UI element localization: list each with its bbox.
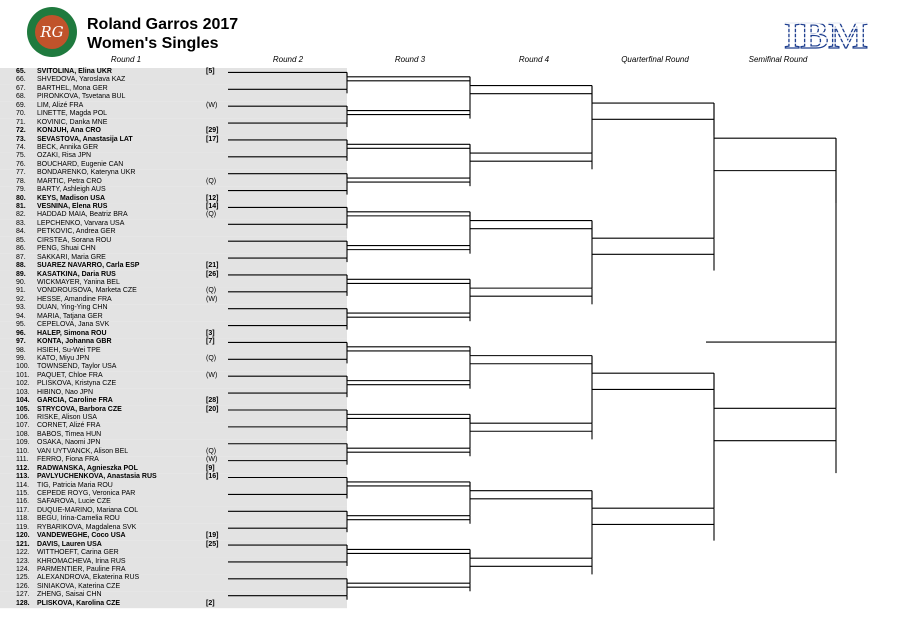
player-seed: [7] [206,338,215,346]
player-name: DUQUE-MARINO, Mariana COL [37,506,139,514]
player-name: ZHENG, Saisai CHN [37,591,102,599]
player-number: 82. [16,211,26,219]
player-name: VAN UYTVANCK, Alison BEL [37,447,129,455]
player-name: PETKOVIC, Andrea GER [37,228,116,236]
player-number: 103. [16,388,30,396]
player-name: VESNINA, Elena RUS [37,203,108,211]
player-name: KATO, Miyu JPN [37,354,90,362]
player-number: 119. [16,523,30,531]
player-seed: [29] [206,127,219,135]
player-seed: (Q) [206,354,217,362]
player-number: 122. [16,549,30,557]
player-name: PENG, Shuai CHN [37,245,96,253]
player-number: 124. [16,565,30,573]
player-name: SAFAROVA, Lucie CZE [37,498,111,506]
player-number: 67. [16,84,26,92]
event-title: Women's Singles [87,35,219,52]
player-name: PAQUET, Chloe FRA [37,371,103,379]
player-number: 85. [16,236,26,244]
player-number: 93. [16,304,26,312]
svg-text:RG: RG [40,23,64,41]
player-seed: [25] [206,540,219,548]
player-number: 96. [16,329,26,337]
player-name: BARTY, Ashleigh AUS [37,186,106,194]
player-number: 71. [16,118,26,126]
player-seed: (Q) [206,447,217,455]
player-number: 76. [16,160,26,168]
player-name: SEVASTOVA, Anastasija LAT [37,135,133,143]
player-number: 108. [16,430,30,438]
player-number: 125. [16,574,30,582]
player-seed: (Q) [206,287,217,295]
tournament-title: Roland Garros 2017 [87,16,239,33]
player-name: SVITOLINA, Elina UKR [37,68,112,75]
player-number: 120. [16,532,30,540]
player-name: LEPCHENKO, Varvara USA [37,219,125,227]
round-header-3: Round 3 [394,55,426,64]
player-number: 73. [16,135,26,143]
player-name: CORNET, Alizé FRA [37,422,101,430]
player-number: 70. [16,110,26,118]
player-seed: [17] [206,135,219,143]
player-name: CEPEDE ROYG, Veronica PAR [37,490,136,497]
player-name: SAKKARI, Maria GRE [37,253,106,261]
player-name: CEPELOVA, Jana SVK [37,321,110,329]
player-number: 95. [16,321,26,329]
player-name: KHROMACHEVA, Irina RUS [37,557,126,565]
player-number: 83. [16,219,26,227]
round-header-1: Round 1 [110,55,142,64]
player-name: PLISKOVA, Kristyna CZE [37,380,117,388]
player-seed: (W) [206,101,218,109]
player-name: WICKMAYER, Yanina BEL [37,279,120,286]
player-number: 66. [16,76,26,84]
player-name: SUAREZ NAVARRO, Carla ESP [37,262,140,270]
player-name: RISKE, Alison USA [37,414,97,422]
player-number: 110. [16,447,30,455]
player-name: LIM, Alizé FRA [37,101,84,109]
player-name: HIBINO, Nao JPN [37,388,94,396]
player-number: 127. [16,591,30,599]
player-name: SHVEDOVA, Yaroslava KAZ [37,76,126,84]
player-number: 112. [16,464,30,472]
player-name: RADWANSKA, Agnieszka POL [37,464,138,472]
player-number: 106. [16,414,30,422]
player-number: 68. [16,93,26,101]
player-number: 94. [16,312,26,320]
player-name: VONDROUSOVA, Marketa CZE [37,287,137,295]
player-seed: [16] [206,473,219,481]
svg-text:IBM: IBM [784,15,868,54]
round-header-4: Round 4 [518,55,550,64]
player-number: 86. [16,245,26,253]
player-seed: [20] [206,405,219,413]
player-number: 100. [16,363,30,371]
player-name: DAVIS, Lauren USA [37,540,102,548]
player-name: BECK, Annika GER [37,143,99,151]
player-seed: [9] [206,464,215,472]
player-number: 107. [16,422,30,430]
player-name: KONTA, Johanna GBR [37,338,112,346]
player-name: ALEXANDROVA, Ekaterina RUS [37,574,140,582]
player-name: OSAKA, Naomi JPN [37,439,101,447]
player-seed: [19] [206,532,219,540]
player-name: GARCIA, Caroline FRA [37,397,113,405]
player-number: 90. [16,279,26,286]
player-number: 123. [16,557,30,565]
player-number: 75. [16,152,26,160]
player-number: 84. [16,228,26,236]
player-number: 117. [16,506,30,514]
player-number: 81. [16,203,26,211]
player-name: HSIEH, Su-Wei TPE [37,346,101,354]
player-seed: [3] [206,329,215,337]
round-header-sf: Semifinal Round [748,55,808,64]
player-number: 87. [16,253,26,261]
player-seed: (W) [206,295,218,303]
player-name: TOWNSEND, Taylor USA [37,363,117,371]
player-seed: (W) [206,371,218,379]
player-number: 97. [16,338,26,346]
player-number: 113. [16,473,30,481]
player-name: DUAN, Ying-Ying CHN [37,304,108,312]
round-header-qf: Quarterfinal Round [621,55,689,64]
player-name: PAVLYUCHENKOVA, Anastasia RUS [37,473,157,481]
player-seed: [26] [206,270,219,278]
player-number: 77. [16,169,26,177]
player-number: 105. [16,405,30,413]
player-seed: (W) [206,456,218,464]
player-name: MARTIC, Petra CRO [37,177,102,185]
player-seed: [14] [206,203,219,211]
player-number: 114. [16,481,30,489]
player-number: 98. [16,346,26,354]
player-name: BEGU, Irina-Camelia ROU [37,515,120,523]
player-seed: (Q) [206,211,217,219]
player-name: HADDAD MAIA, Beatriz BRA [37,211,128,219]
player-number: 102. [16,380,30,388]
player-number: 115. [16,490,30,497]
player-number: 79. [16,186,26,194]
player-number: 118. [16,515,30,523]
player-number: 88. [16,262,26,270]
player-seed: [12] [206,194,219,202]
player-name: BOUCHARD, Eugenie CAN [37,160,124,168]
player-name: CIRSTEA, Sorana ROU [37,236,112,244]
player-number: 101. [16,371,30,379]
player-name: KEYS, Madison USA [37,194,106,202]
player-name: PIRONKOVA, Tsvetana BUL [37,93,126,101]
player-number: 111. [16,456,29,464]
player-seed: [5] [206,68,215,75]
player-name: STRYCOVA, Barbora CZE [37,405,122,413]
player-name: HALEP, Simona ROU [37,329,107,337]
player-number: 126. [16,582,30,590]
player-seed: [21] [206,262,219,270]
player-name: KASATKINA, Daria RUS [37,270,116,278]
player-name: LINETTE, Magda POL [37,110,108,118]
round-header-2: Round 2 [272,55,304,64]
player-number: 99. [16,354,26,362]
player-number: 78. [16,177,26,185]
player-number: 65. [16,68,26,75]
player-name: FERRO, Fiona FRA [37,456,99,464]
player-number: 80. [16,194,26,202]
player-name: RYBARIKOVA, Magdalena SVK [37,523,137,531]
player-name: VANDEWEGHE, Coco USA [37,532,126,540]
player-name: MARIA, Tatjana GER [37,312,103,320]
player-name: SINIAKOVA, Katerina CZE [37,582,121,590]
player-number: 69. [16,101,26,109]
player-seed: (Q) [206,177,217,185]
player-number: 72. [16,127,26,135]
player-number: 109. [16,439,30,447]
player-name: BABOS, Timea HUN [37,430,102,438]
player-number: 128. [16,599,30,607]
player-name: BARTHEL, Mona GER [37,84,108,92]
player-name: KONJUH, Ana CRO [37,127,101,135]
player-number: 92. [16,295,26,303]
player-number: 104. [16,397,30,405]
player-number: 91. [16,287,26,295]
player-name: KOVINIC, Danka MNE [37,118,108,126]
player-number: 74. [16,143,26,151]
player-number: 116. [16,498,30,506]
player-number: 89. [16,270,26,278]
player-name: HESSE, Amandine FRA [37,295,112,303]
player-name: PARMENTIER, Pauline FRA [37,565,126,573]
player-seed: [2] [206,599,215,607]
player-seed: [28] [206,397,219,405]
player-name: PLISKOVA, Karolina CZE [37,599,121,607]
player-name: OZAKI, Risa JPN [37,152,92,160]
player-number: 121. [16,540,30,548]
player-name: TIG, Patricia Maria ROU [37,481,113,489]
player-name: BONDARENKO, Kateryna UKR [37,169,136,177]
player-name: WITTHOEFT, Carina GER [37,549,119,557]
